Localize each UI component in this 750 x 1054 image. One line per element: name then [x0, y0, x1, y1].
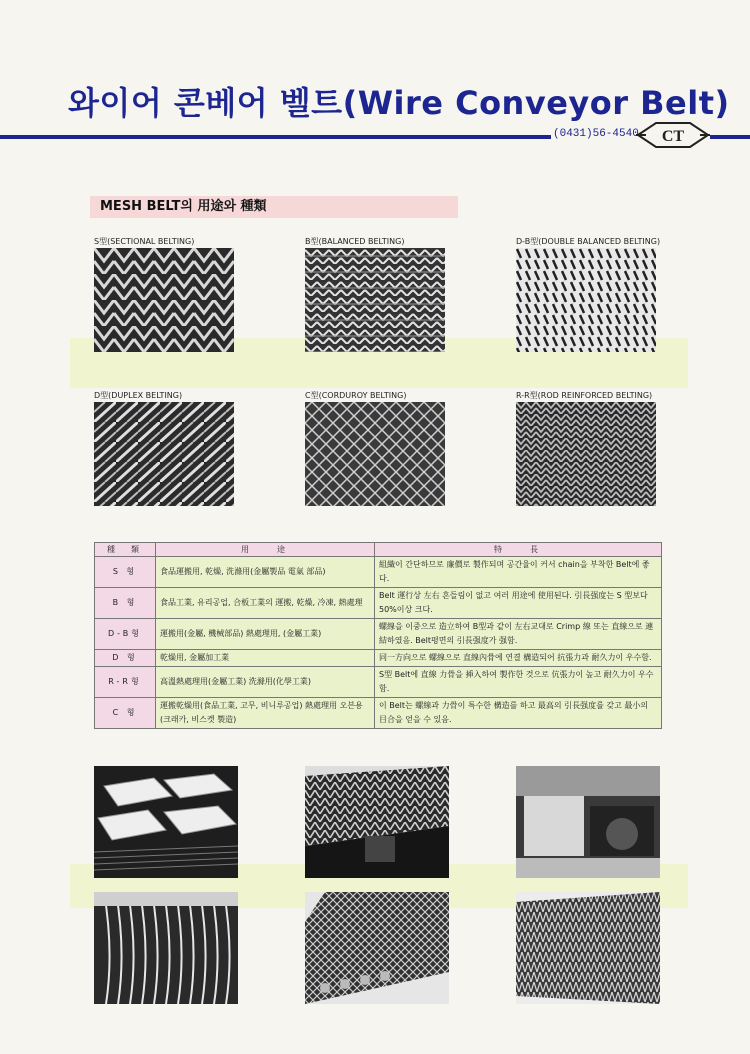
- row-use: 食品運搬用, 乾燥, 洗滌用(金屬製品 電氣 部品): [156, 557, 375, 588]
- double-balanced-mesh-icon: [516, 248, 656, 352]
- sectional-mesh-icon: [94, 248, 234, 352]
- table-row: [95, 588, 662, 619]
- table-row: [95, 698, 662, 729]
- corduroy-mesh-icon: [305, 402, 445, 506]
- caption-c-type: C型(CORDUROY BELTING): [305, 391, 407, 400]
- rod-reinforced-mesh-icon: [516, 402, 656, 506]
- table-header-row: [95, 543, 662, 557]
- column-header-feature: 特 長: [375, 543, 662, 557]
- caption-d-type: D型(DUPLEX BELTING): [94, 391, 183, 400]
- header-rule: [0, 135, 557, 139]
- belt-over-roller-photo-icon: [305, 766, 449, 878]
- row-use: 高溫熱處理用(金屬工業) 洗滌用(化學工業): [156, 667, 375, 698]
- flat-wire-belt-photo-icon: [516, 892, 660, 1004]
- company-logo: [636, 120, 710, 150]
- logo-text: CT: [661, 128, 685, 145]
- row-kind: R-R형: [95, 667, 156, 698]
- row-kind: D-B형: [95, 619, 156, 650]
- caption-s-type: S型(SECTIONAL BELTING): [94, 237, 195, 246]
- phone-number: (0431)56-4540: [553, 128, 639, 140]
- column-header-use: 用 途: [156, 543, 375, 557]
- column-header-kind: 種 類: [95, 543, 156, 557]
- table-row: [95, 667, 662, 698]
- row-feature: 이 Belt는 螺線과 力骨이 특수한 構造를 하고 最高의 引長强度를 갖고 最小의 目合을 얻을 수 있음.: [375, 698, 662, 729]
- row-kind: S 형: [95, 557, 156, 588]
- duplex-mesh-icon: [94, 402, 234, 506]
- header-rule-right: [710, 135, 750, 139]
- table-row: [95, 557, 662, 588]
- row-use: 乾燥用, 金屬加工業: [156, 650, 375, 667]
- row-use: 運搬乾燥用(食品工業, 고무, 비니루공업) 熱處理用 오븐용(크래카, 비스켓 製造): [156, 698, 375, 729]
- row-kind: D 형: [95, 650, 156, 667]
- table-row: [95, 650, 662, 667]
- belt-spec-table: [94, 542, 662, 729]
- industrial-machine-photo-icon: [516, 766, 660, 878]
- food-trays-on-belt-photo-icon: [94, 766, 238, 878]
- page-title: 와이어 콘베어 벨트(Wire Conveyor Belt): [68, 84, 730, 122]
- curved-wire-belt-photo-icon: [94, 892, 238, 1004]
- row-feature: 螺線을 이중으로 造立하여 B型과 같이 左右교대로 Crimp 線 또는 直線으로 連結하였음. Belt평면의 引長强度가 强함.: [375, 619, 662, 650]
- caption-rr-type: R-R型(ROD REINFORCED BELTING): [516, 391, 653, 400]
- table-row: [95, 619, 662, 650]
- caption-db-type: D-B型(DOUBLE BALANCED BELTING): [516, 237, 661, 246]
- row-feature: 組織이 간단하므로 廉價로 製作되며 공간율이 커서 chain을 부착한 Belt에 좋다.: [375, 557, 662, 588]
- row-kind: B 형: [95, 588, 156, 619]
- row-feature: S型 Belt에 直線 力骨을 揷入하여 製作한 것으로 伉張力이 높고 耐久力이 우수함.: [375, 667, 662, 698]
- balanced-mesh-icon: [305, 248, 445, 352]
- row-kind: C 형: [95, 698, 156, 729]
- row-use: 食品工業, 유리공업, 合板工業의 運搬, 乾燥, 冷凍, 熱處理: [156, 588, 375, 619]
- belt-with-chain-edge-photo-icon: [305, 892, 449, 1004]
- row-use: 運搬用(金屬, 機械部品) 熱處理用, (金屬工業): [156, 619, 375, 650]
- caption-b-type: B型(BALANCED BELTING): [305, 237, 405, 246]
- section-heading: MESH BELT의 用途와 種類: [90, 196, 458, 218]
- row-feature: 同一方向으로 螺線으로 直線內骨에 연결 構造되어 抗張力과 耐久力이 우수함.: [375, 650, 662, 667]
- row-feature: Belt 運行상 左右 흔들림이 없고 여러 用途에 使用된다. 引長强度는 S 型보다 50%이상 크다.: [375, 588, 662, 619]
